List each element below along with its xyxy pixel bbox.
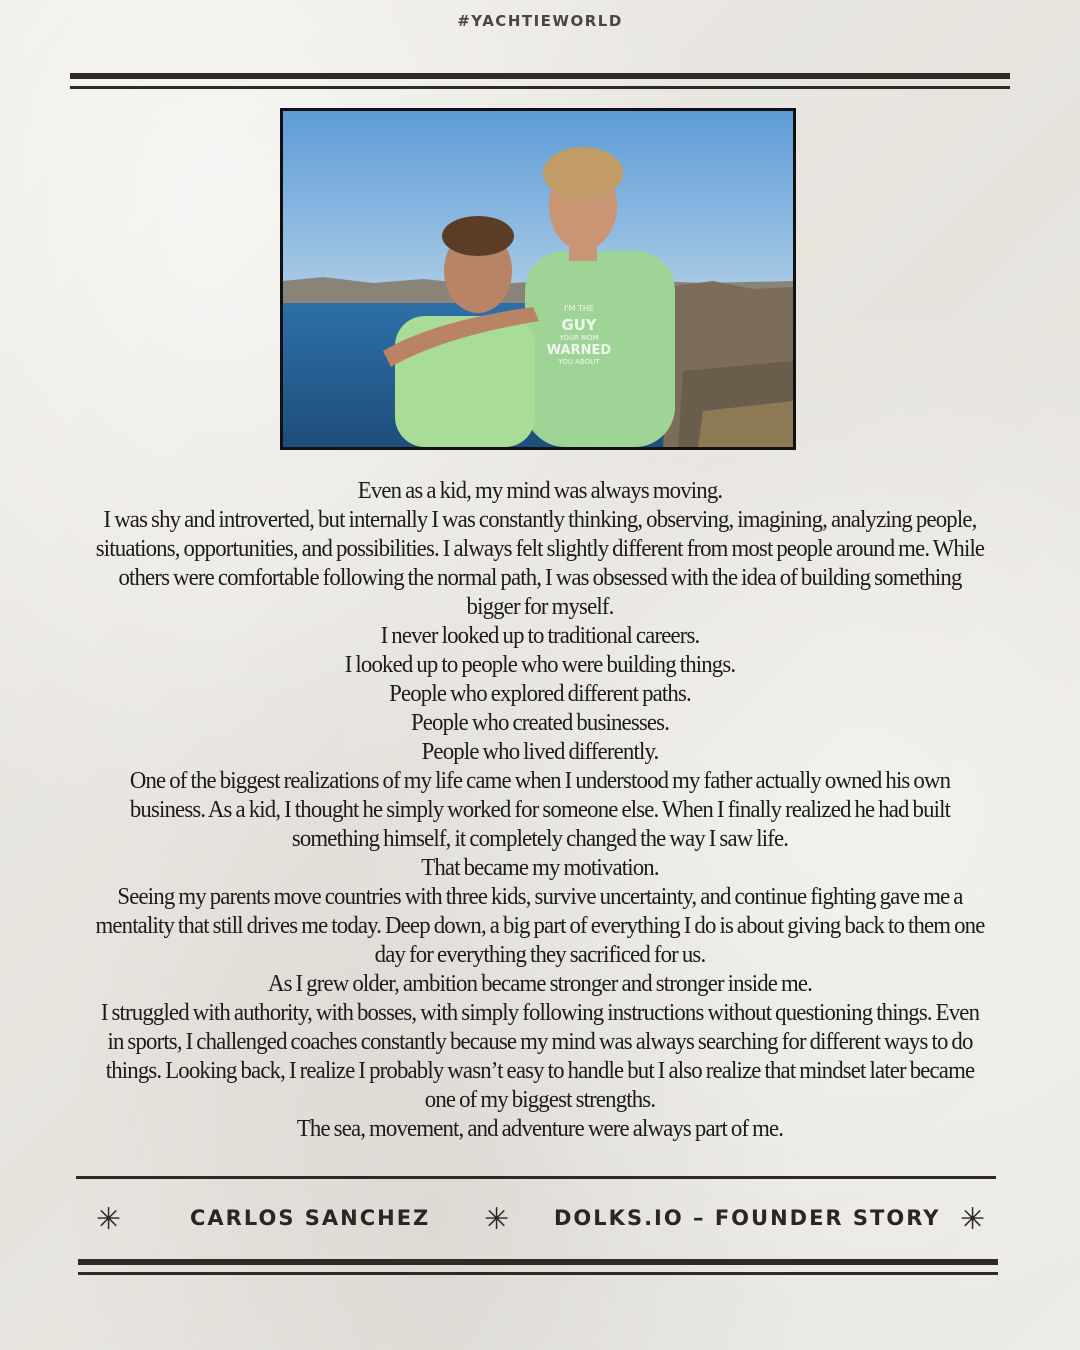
asterisk-icon: ✳: [484, 1202, 510, 1237]
svg-text:WARNED: WARNED: [546, 343, 612, 358]
childhood-photo: [280, 108, 796, 450]
asterisk-icon: ✳: [96, 1202, 122, 1237]
story-line: One of the biggest realizations of my life came when I understood my father actually owned his own business. As a kid, I thought he simply worked for someone else. When I finally realized he had built something himself, it completely changed the way I saw life.: [129, 767, 951, 852]
story-line: The sea, movement, and adventure were always part of me.: [296, 1115, 784, 1142]
svg-text:I'M THE: I'M THE: [564, 304, 594, 313]
hashtag-header: #YACHTIEWORLD: [457, 12, 623, 30]
asterisk-icon: ✳: [960, 1202, 986, 1237]
story-line: I looked up to people who were building things.: [344, 651, 736, 678]
story-line: People who created businesses.: [410, 709, 670, 736]
story-line: Seeing my parents move countries with three kids, survive uncertainty, and continue fighting gave me a mentality that still drives me today. Deep down, a big part of everything I do is about giving back to them one day for everything they sacrificed for us.: [95, 883, 985, 968]
story-line: I was shy and introverted, but internally I was constantly thinking, observing, imagining, analyzing people, situations, opportunities, and possibilities. I always felt slightly different from most people around me. While others were comfortable following the normal path, I was obsessed with the idea of building something bigger for myself.: [95, 506, 985, 620]
founder-story-tagline: DOLKS.IO – FOUNDER STORY: [554, 1206, 941, 1230]
svg-text:GUY: GUY: [561, 316, 597, 334]
svg-text:YOU ABOUT: YOU ABOUT: [558, 358, 600, 366]
story-line: That became my motivation.: [421, 854, 659, 881]
footer-rule-thick: [78, 1259, 998, 1265]
story-text: [95, 476, 984, 1143]
story-line: People who lived differently.: [421, 738, 659, 765]
author-name: CARLOS SANCHEZ: [190, 1206, 431, 1230]
footer-rule-top: [76, 1176, 996, 1179]
story-line: I never looked up to traditional careers.: [380, 622, 700, 649]
story-line: People who explored different paths.: [389, 680, 691, 707]
svg-text:YOUR MOM: YOUR MOM: [559, 334, 599, 342]
story-line: Even as a kid, my mind was always moving.: [357, 477, 723, 504]
footer-credits: [0, 1202, 1080, 1237]
top-rule-thick: [70, 73, 1010, 79]
top-rule-thin: [70, 86, 1010, 89]
story-line: I struggled with authority, with bosses, with simply following instructions without questioning things. Even in sports, I challenged coaches constantly because my mind was always searching for different ways to do things. Looking back, I realize I probably wasn’t easy to handle but I also realize that mindset later became one of my biggest strengths.: [100, 999, 980, 1113]
footer-rule-thin: [78, 1272, 998, 1275]
story-line: As I grew older, ambition became stronger and stronger inside me.: [267, 970, 813, 997]
